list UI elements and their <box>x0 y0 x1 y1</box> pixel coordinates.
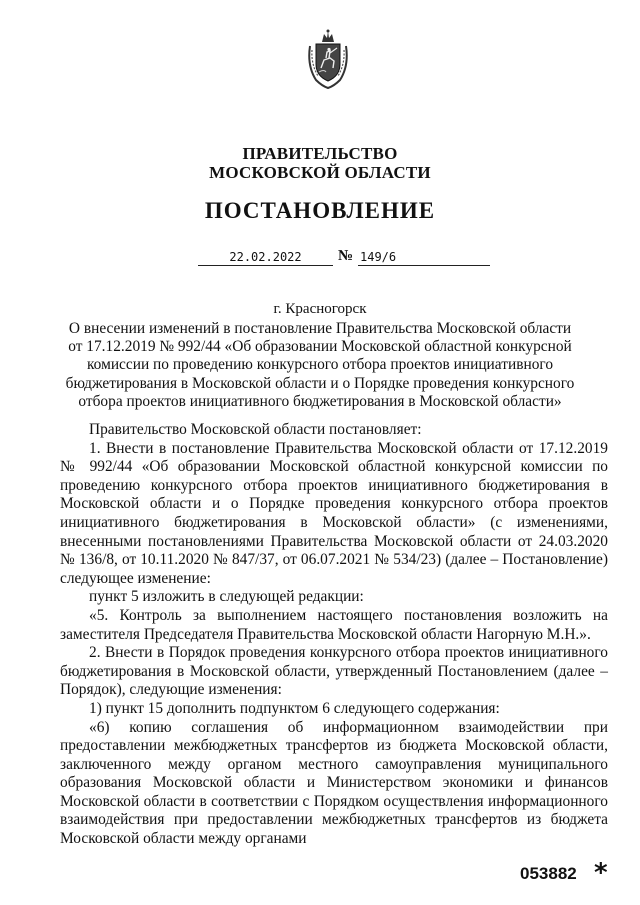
serial-number: 053882 <box>520 864 577 883</box>
emblem-icon <box>306 28 350 90</box>
paragraph: 1) пункт 15 дополнить подпунктом 6 следующего содержания: <box>89 699 500 717</box>
city-line: г. Красногорск <box>273 301 367 317</box>
government-name <box>0 144 640 182</box>
star-mark: * <box>594 858 608 888</box>
coat-of-arms-emblem <box>306 28 350 90</box>
paragraph: «6) копию соглашения об информационном взаимодействии при предоставлении межбюджетных трансфертов из бюджета Московской области, заключенного между органом местного самоуправления муниципального образования Московской области и Министерством экономики и финансов Московской области в соответствии с Порядком осуществления информационного взаимодействия при предоставлении межбюджетных трансфертов из бюджета Московской области между органами <box>60 718 608 848</box>
document-type: ПОСТАНОВЛЕНИЕ <box>204 198 436 223</box>
document-body <box>60 421 608 849</box>
document-number: 149/6 <box>358 250 490 266</box>
paragraph: 1. Внести в постановление Правительства Московской области от 17.12.2019 № 992/44 «Об образовании Московской областной конкурсной комиссии по проведению конкурсного отбора проектов инициативного бюджетирования в Московской области и о Порядке проведения конкурсного отбора проектов инициативного бюджетирования в Московской области» (с изменениями, внесенными постановлениями Правительства Московской области от 24.03.2020 № 136/8, от 10.11.2020 № 847/37, от 06.07.2021 № 534/23) (далее – Постановление) следующее изменение: <box>60 439 608 587</box>
paragraph: 2. Внести в Порядок проведения конкурсного отбора проектов инициативного бюджетирования в Московской области, утвержденный Постановлением (далее – Порядок), следующие изменения: <box>60 644 608 699</box>
document-date: 22.02.2022 <box>198 250 333 266</box>
number-sign: № <box>338 248 354 264</box>
paragraph: пункт 5 изложить в следующей редакции: <box>89 588 364 606</box>
paragraph: Правительство Московской области постановляет: <box>89 421 422 438</box>
paragraph: «5. Контроль за выполнением настоящего постановления возложить на заместителя Председателя Правительства Московской области Нагорную М.Н.». <box>60 606 608 643</box>
gov-line-1: ПРАВИТЕЛЬСТВО <box>242 144 398 163</box>
document-title: О внесении изменений в постановление Правительства Московской области от 17.12.2019 № 992/44 «Об образовании Московской областной конкурсной комиссии по проведению конкурсного отбора проектов инициативного бюджетирования в Московской области и о Порядке проведения конкурсного отбора проектов инициативного бюджетирования в Московской области» <box>65 320 575 410</box>
registration-line <box>0 250 640 272</box>
gov-line-2: МОСКОВСКОЙ ОБЛАСТИ <box>209 163 431 182</box>
